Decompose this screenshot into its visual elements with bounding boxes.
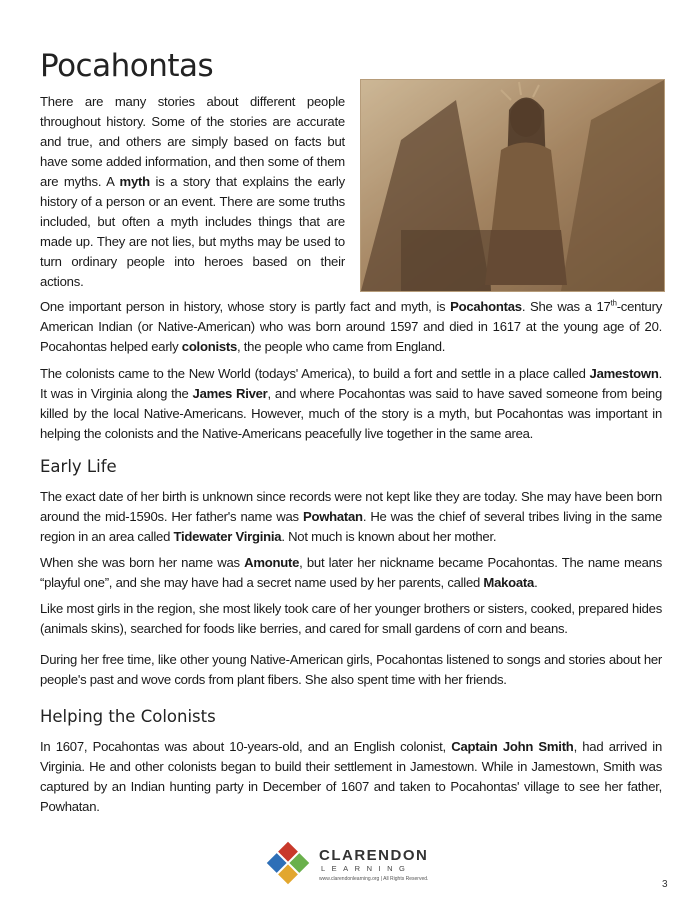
intro-paragraph: There are many stories about different people throughout history. Some of the stories are accurate and true, and others are simply based on facts but have some added information, and then some of them are myths. A myth is a story that explains the early history of a person or an event. There are some truths included, but often a myth includes things that are made up. They are not lies, but myths may be used to turn ordinary people into heroes based on their actions. xyxy=(40,94,345,289)
paragraph-4: When she was born her name was Amonute, but later her nickname became Pocahontas. The name means “playful one”, and she may have had a secret name used by her parents, called Makoata. xyxy=(40,555,662,590)
term-captain-john-smith: Captain John Smith xyxy=(451,739,574,754)
term-makoata: Makoata xyxy=(483,575,535,590)
paragraph-6: During her free time, like other young Native-American girls, Pocahontas listened to songs and stories about her people's past and wove cords from plant fibers. She also spent time with her friends. xyxy=(40,652,662,687)
term-tidewater-virginia: Tidewater Virginia xyxy=(173,529,282,544)
footer-logo xyxy=(265,840,445,890)
paragraph-1: One important person in history, whose story is partly fact and myth, is Pocahontas. She was a 17th-century American Indian (or Native-American) who was born around 1597 and died in 1617 at the young age of 20. Pocahontas helped early colonists, the people who came from England. xyxy=(40,298,662,354)
term-amonute: Amonute xyxy=(244,555,300,570)
clarendon-logo-icon xyxy=(265,840,311,886)
term-powhatan: Powhatan xyxy=(302,509,363,524)
heading-helping-the-colonists: Helping the Colonists xyxy=(40,707,216,726)
term-myth: myth xyxy=(119,174,150,189)
term-pocahontas: Pocahontas xyxy=(450,299,522,314)
pocahontas-photo xyxy=(360,79,665,292)
term-colonists: colonists xyxy=(181,339,238,354)
paragraph-2: The colonists came to the New World (todays' America), to build a fort and settle in a place called Jamestown. It was in Virginia along the James River, and where Pocahontas was said to have saved someone from being killed by the local Native-Americans. However, much of the story is a myth, but Pocahontas was important in helping the colonists and the Native-Americans peacefully live together in the same area. xyxy=(40,366,662,441)
page-title: Pocahontas xyxy=(40,48,214,84)
paragraph-7: In 1607, Pocahontas was about 10-years-old, and an English colonist, Captain John Smith, had arrived in Virginia. He and other colonists began to build their settlement in Jamestown. While in Jamestown, Smith was captured by an Indian hunting party in December of 1607 and taken to Pocahontas' village to see her father, Powhatan. xyxy=(40,739,662,814)
paragraph-3: The exact date of her birth is unknown since records were not kept like they are today. She may have been born around the mid-1590s. Her father's name was Powhatan. He was the chief of several tribes living in the same region in an area called Tidewater Virginia. Not much is known about her mother. xyxy=(40,489,662,544)
paragraph-5: Like most girls in the region, she most likely took care of her younger brothers or sisters, cooked, prepared hides (animals skins), searched for foods like berries, and cared for small gardens of corn and beans. xyxy=(40,601,662,636)
term-james-river: James River xyxy=(192,386,268,401)
logo-url: www.clarendonlearning.org | All Rights Reserved. xyxy=(319,876,429,882)
page-number: 3 xyxy=(662,879,668,890)
logo-subtitle: LEARNING xyxy=(321,864,412,873)
sepia-photo-illustration xyxy=(361,80,664,291)
term-jamestown: Jamestown xyxy=(589,366,659,381)
heading-early-life: Early Life xyxy=(40,457,117,476)
logo-brand-name: CLARENDON xyxy=(319,847,429,864)
